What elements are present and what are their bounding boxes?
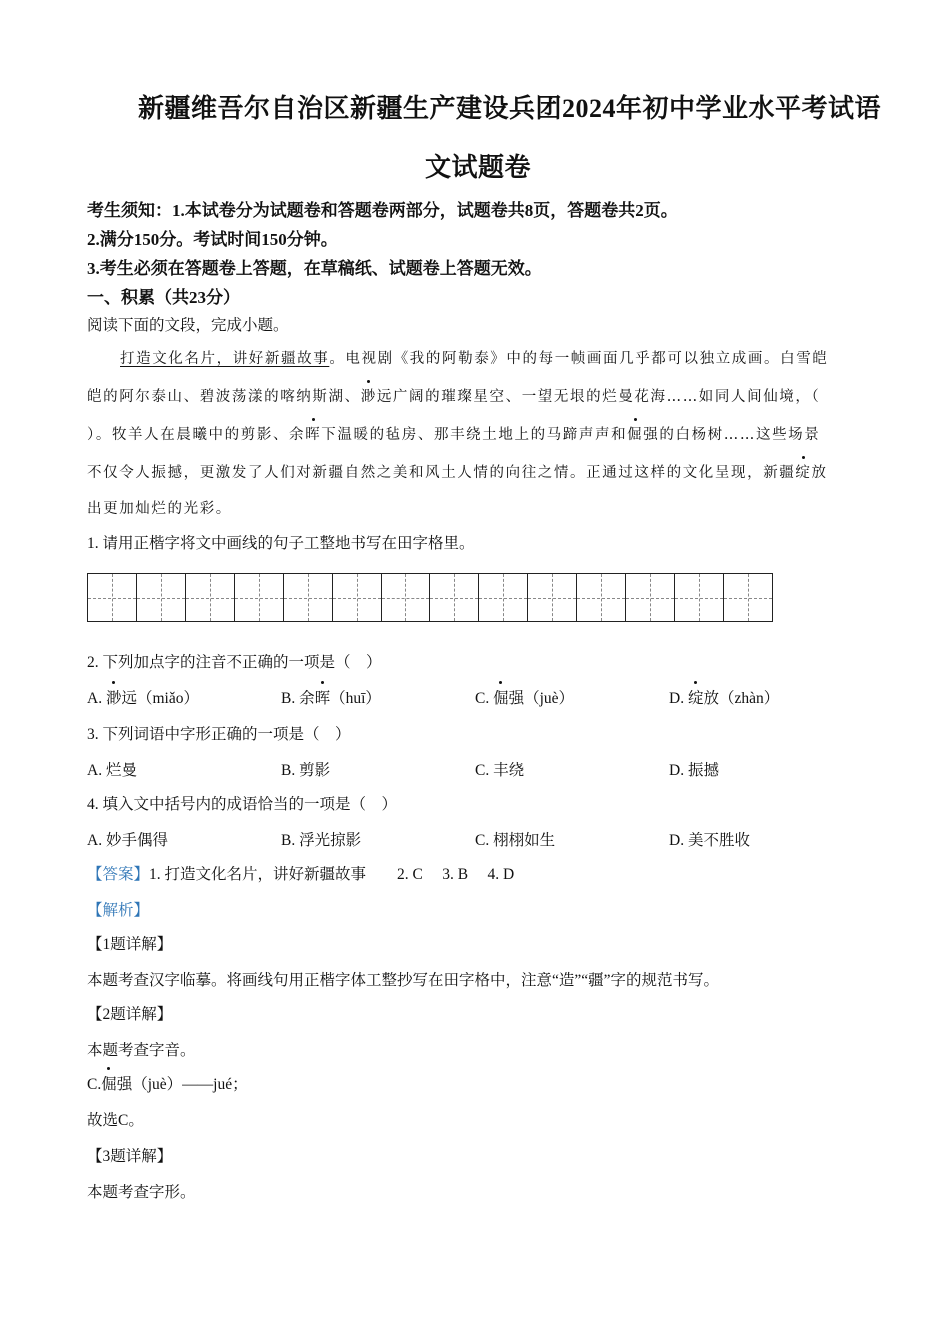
passage-line2: 皑的阿尔泰山、碧波荡漾的喀纳斯湖、渺远广阔的璀璨星空、一望无垠的烂曼花海……如同人间仙境，（ [87,385,820,406]
q4-option-a: A. 妙手偶得 [87,832,168,849]
q4-stem: 4. 填入文中括号内的成语恰当的一项是（ ） [87,796,398,813]
passage-line4: 不仅令人振撼，更激发了人们对新疆自然之美和风土人情的向往之情。正通过这样的文化呈现，新疆绽放 [87,461,828,482]
q4-option-c: C. 栩栩如生 [475,832,556,849]
dotted-char: 渺 [361,385,377,406]
q2-option-d: D. 绽放（zhàn） [669,686,779,708]
q3-option-b: B. 剪影 [281,762,331,779]
analysis-q2-heading: 【2题详解】 [87,1006,173,1023]
passage-line5: 出更加灿烂的光彩。 [87,501,232,517]
tianzige-cell[interactable] [88,574,137,621]
q3-stem: 3. 下列词语中字形正确的一项是（ ） [87,726,351,743]
analysis-q3-heading: 【3题详解】 [87,1148,173,1165]
q2-option-b: B. 余晖（huī） [281,686,381,708]
q3-option-a: A. 烂曼 [87,762,137,779]
tianzige-cell[interactable] [430,574,479,621]
notice-line1: 考生须知：1.本试卷分为试题卷和答题卷两部分，试题卷共8页，答题卷共2页。 [87,201,678,220]
passage-line1: 打造文化名片，讲好新疆故事。电视剧《我的阿勒泰》中的每一帧画面几乎都可以独立成画。白雪皑 [120,351,829,367]
analysis-q1-heading: 【1题详解】 [87,936,173,953]
tianzige-cell[interactable] [382,574,431,621]
analysis-q2-body: 本题考查字音。 [87,1042,196,1059]
answer-line [87,862,514,884]
tianzige-cell[interactable] [186,574,235,621]
tianzige-cell[interactable] [626,574,675,621]
passage-line3: ）。牧羊人在晨曦中的剪影、余晖下温暖的毡房、那丰绕土地上的马蹄声声和倔强的白杨树……这些场景 [87,423,820,444]
q2-option-a: A. 渺远（miǎo） [87,686,199,708]
tianzige-cell[interactable] [724,574,772,621]
page-title-line1: 新疆维吾尔自治区新疆生产建设兵团2024年初中学业水平考试语 [138,94,882,123]
dotted-char: 绽 [795,461,811,482]
q3-option-d: D. 振撼 [669,762,719,779]
analysis-q2-detail: C.倔强（juè）——jué； [87,1072,248,1094]
dotted-char: 倔 [627,423,643,444]
analysis-q2-conclusion: 故选C。 [87,1112,144,1129]
tianzige-cell[interactable] [479,574,528,621]
page-title-line2: 文试题卷 [425,153,532,182]
tianzige-cell[interactable] [137,574,186,621]
passage-underlined-sentence: 打造文化名片，讲好新疆故事 [120,351,330,367]
analysis-tag: 【解析】 [87,902,150,919]
q2-stem: 2. 下列加点字的注音不正确的一项是（ ） [87,654,382,671]
answer-text: 1. 打造文化名片，讲好新疆故事 2. C 3. B 4. D [149,866,515,883]
tianzige-writing-grid[interactable] [87,573,773,622]
q4-option-b: B. 浮光掠影 [281,832,362,849]
notice-line3: 3.考生必须在答题卷上答题，在草稿纸、试题卷上答题无效。 [87,259,542,278]
tianzige-cell[interactable] [333,574,382,621]
section1-heading: 一、积累（共23分） [87,288,240,307]
answer-tag: 【答案】 [87,866,150,883]
tianzige-cell[interactable] [675,574,724,621]
q4-option-d: D. 美不胜收 [669,832,750,849]
q3-option-c: C. 丰绕 [475,762,525,779]
q2-option-c: C. 倔强（juè） [475,686,574,708]
q1-text: 1. 请用正楷字将文中画线的句子工整地书写在田字格里。 [87,535,475,552]
analysis-q1-body: 本题考查汉字临摹。将画线句用正楷字体工整抄写在田字格中，注意“造”“疆”字的规范书写。 [87,972,720,989]
tianzige-cell[interactable] [577,574,626,621]
section1-instruction: 阅读下面的文段，完成小题。 [87,317,289,334]
tianzige-cell[interactable] [284,574,333,621]
tianzige-cell[interactable] [235,574,284,621]
dotted-char: 晖 [305,423,321,444]
tianzige-cell[interactable] [528,574,577,621]
analysis-q3-body: 本题考查字形。 [87,1184,196,1201]
notice-line2: 2.满分150分。考试时间150分钟。 [87,230,338,249]
